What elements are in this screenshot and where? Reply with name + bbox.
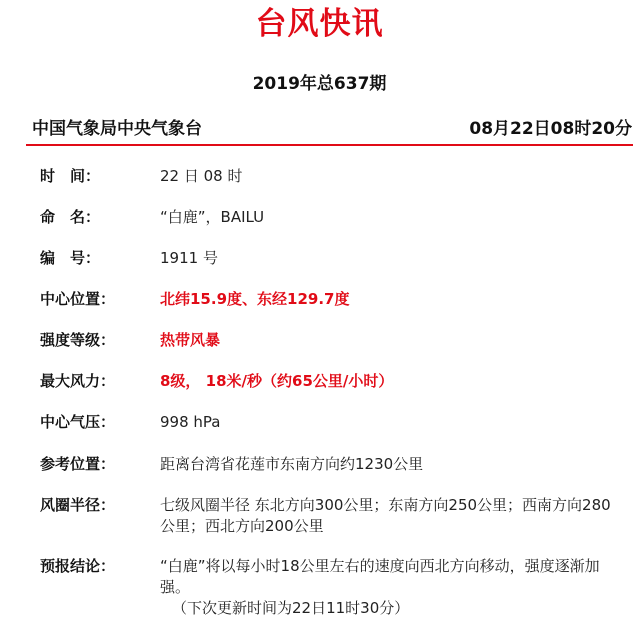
row-label: 命 名： xyxy=(40,208,101,226)
row-label: 最大风力： xyxy=(40,372,116,390)
issue-time: 08月22日08时20分 xyxy=(469,119,632,139)
header-row xyxy=(32,116,632,142)
row-label: 时 间： xyxy=(40,167,101,185)
page-title: 台风快讯 xyxy=(255,6,384,42)
row-value: 1911 号 xyxy=(160,249,218,267)
forecast-text: “白鹿”将以每小时18公里左右的速度向西北方向移动，强度逐渐加强。 xyxy=(160,557,600,596)
red-divider xyxy=(26,144,633,146)
row-label: 风圈半径： xyxy=(40,496,116,514)
row-value: 热带风暴 xyxy=(160,331,221,349)
row-value: “白鹿”，BAILU xyxy=(160,208,265,226)
row-value: 998 hPa xyxy=(160,413,221,431)
row-value-block xyxy=(160,556,622,619)
row-label: 中心气压： xyxy=(40,413,116,431)
row-value: 七级风圈半径 东北方向300公里；东南方向250公里；西南方向280公里；西北方向200公里 xyxy=(160,496,611,535)
row-label: 预报结论： xyxy=(40,557,116,575)
agency-name: 中国气象局中央气象台 xyxy=(32,119,202,139)
issue-number: 2019年总637期 xyxy=(252,74,387,94)
row-label: 强度等级： xyxy=(40,331,116,349)
row-label: 中心位置： xyxy=(40,290,116,308)
row-label: 参考位置： xyxy=(40,455,116,473)
row-value: 8级， 18米/秒（约65公里/小时） xyxy=(160,372,394,390)
row-value: 距离台湾省花莲市东南方向约1230公里 xyxy=(160,455,424,473)
row-value: 22 日 08 时 xyxy=(160,167,243,185)
row-label: 编 号： xyxy=(40,249,101,267)
next-update-note: （下次更新时间为22日11时30分） xyxy=(172,599,410,617)
row-value: 北纬15.9度、东经129.7度 xyxy=(160,290,350,308)
